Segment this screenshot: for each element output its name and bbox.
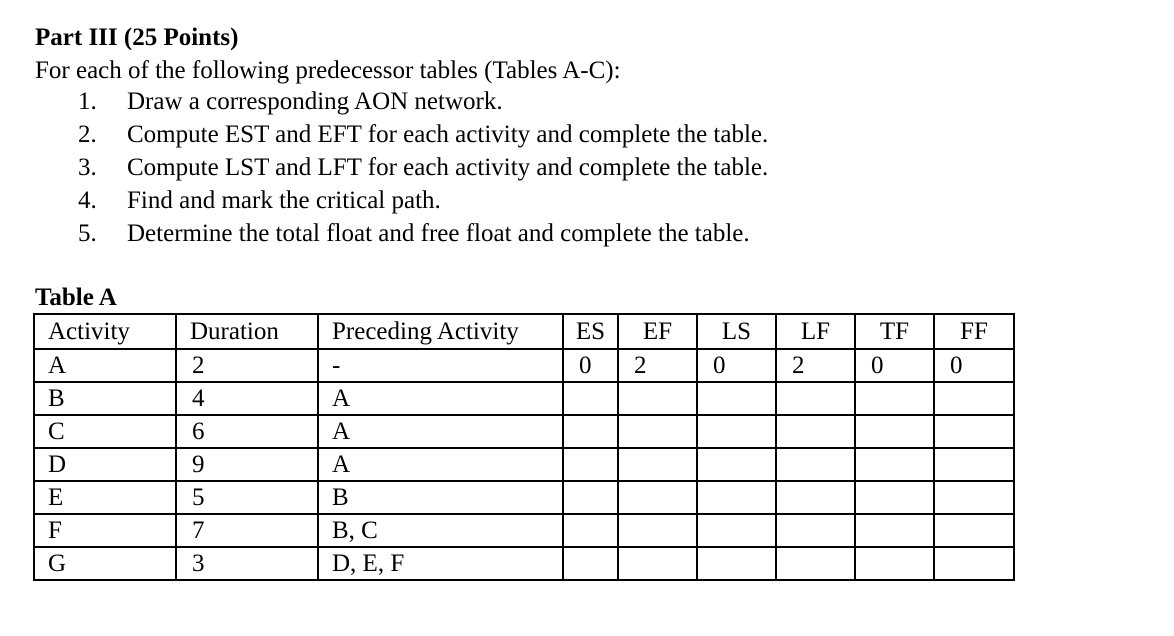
table-row bbox=[34, 382, 1014, 415]
cell-activity: B bbox=[34, 382, 176, 415]
header-duration: Duration bbox=[176, 314, 318, 349]
table-row bbox=[34, 481, 1014, 514]
cell-es[interactable] bbox=[563, 547, 618, 580]
header-tf: TF bbox=[855, 314, 934, 349]
header-ls: LS bbox=[697, 314, 776, 349]
cell-duration: 7 bbox=[176, 514, 318, 547]
cell-ff[interactable] bbox=[934, 547, 1014, 580]
cell-preceding-activity: A bbox=[318, 382, 563, 415]
cell-preceding-activity: B, C bbox=[318, 514, 563, 547]
predecessor-table bbox=[33, 313, 1015, 581]
cell-ff[interactable] bbox=[934, 415, 1014, 448]
table-row bbox=[34, 415, 1014, 448]
step-text: Compute EST and EFT for each activity and complete the table. bbox=[127, 121, 769, 148]
table-caption: Table A bbox=[35, 284, 117, 311]
cell-ef[interactable] bbox=[618, 415, 697, 448]
cell-lf[interactable] bbox=[776, 481, 855, 514]
cell-ff[interactable] bbox=[934, 514, 1014, 547]
cell-ls[interactable] bbox=[697, 415, 776, 448]
cell-es[interactable]: 0 bbox=[563, 349, 618, 382]
cell-tf[interactable] bbox=[855, 481, 934, 514]
step-number: 5. bbox=[78, 220, 97, 247]
step-number: 2. bbox=[78, 121, 97, 148]
header-lf: LF bbox=[776, 314, 855, 349]
cell-tf[interactable] bbox=[855, 382, 934, 415]
cell-lf[interactable]: 2 bbox=[776, 349, 855, 382]
cell-preceding-activity: B bbox=[318, 481, 563, 514]
cell-ef[interactable] bbox=[618, 448, 697, 481]
table-row bbox=[34, 514, 1014, 547]
cell-ef[interactable] bbox=[618, 514, 697, 547]
cell-activity: A bbox=[34, 349, 176, 382]
cell-es[interactable] bbox=[563, 514, 618, 547]
part-title: Part III (25 Points) bbox=[35, 24, 239, 51]
cell-preceding-activity: A bbox=[318, 415, 563, 448]
table-row bbox=[34, 349, 1014, 382]
header-preceding-activity: Preceding Activity bbox=[318, 314, 563, 349]
cell-lf[interactable] bbox=[776, 382, 855, 415]
cell-ef[interactable] bbox=[618, 382, 697, 415]
cell-activity: E bbox=[34, 481, 176, 514]
cell-activity: F bbox=[34, 514, 176, 547]
cell-ls[interactable] bbox=[697, 382, 776, 415]
cell-ls[interactable] bbox=[697, 547, 776, 580]
cell-activity: G bbox=[34, 547, 176, 580]
step-number: 1. bbox=[78, 88, 97, 115]
step-text: Compute LST and LFT for each activity and complete the table. bbox=[127, 154, 769, 181]
table-row bbox=[34, 547, 1014, 580]
cell-tf[interactable] bbox=[855, 415, 934, 448]
cell-ef[interactable] bbox=[618, 547, 697, 580]
cell-ls[interactable] bbox=[697, 448, 776, 481]
cell-ef[interactable] bbox=[618, 481, 697, 514]
step-text: Find and mark the critical path. bbox=[127, 187, 441, 214]
cell-es[interactable] bbox=[563, 481, 618, 514]
instructions-intro: For each of the following predecessor tables (Tables A-C): bbox=[35, 57, 621, 84]
cell-preceding-activity: A bbox=[318, 448, 563, 481]
step-text: Determine the total float and free float and complete the table. bbox=[127, 220, 750, 247]
cell-duration: 5 bbox=[176, 481, 318, 514]
cell-tf[interactable] bbox=[855, 448, 934, 481]
cell-duration: 3 bbox=[176, 547, 318, 580]
cell-ls[interactable] bbox=[697, 514, 776, 547]
cell-ls[interactable] bbox=[697, 481, 776, 514]
cell-tf[interactable]: 0 bbox=[855, 349, 934, 382]
cell-ff[interactable] bbox=[934, 448, 1014, 481]
table-header-row bbox=[34, 314, 1014, 349]
cell-lf[interactable] bbox=[776, 514, 855, 547]
step-number: 4. bbox=[78, 187, 97, 214]
cell-tf[interactable] bbox=[855, 547, 934, 580]
cell-ff[interactable] bbox=[934, 382, 1014, 415]
cell-lf[interactable] bbox=[776, 415, 855, 448]
cell-tf[interactable] bbox=[855, 514, 934, 547]
cell-lf[interactable] bbox=[776, 448, 855, 481]
header-ef: EF bbox=[618, 314, 697, 349]
cell-es[interactable] bbox=[563, 415, 618, 448]
cell-es[interactable] bbox=[563, 382, 618, 415]
cell-ef[interactable]: 2 bbox=[618, 349, 697, 382]
header-activity: Activity bbox=[34, 314, 176, 349]
cell-duration: 9 bbox=[176, 448, 318, 481]
table-row bbox=[34, 448, 1014, 481]
cell-preceding-activity: D, E, F bbox=[318, 547, 563, 580]
cell-ls[interactable]: 0 bbox=[697, 349, 776, 382]
cell-activity: C bbox=[34, 415, 176, 448]
table-body bbox=[34, 349, 1014, 580]
cell-preceding-activity: - bbox=[318, 349, 563, 382]
step-text: Draw a corresponding AON network. bbox=[127, 88, 503, 115]
cell-ff[interactable]: 0 bbox=[934, 349, 1014, 382]
cell-ff[interactable] bbox=[934, 481, 1014, 514]
cell-duration: 6 bbox=[176, 415, 318, 448]
cell-activity: D bbox=[34, 448, 176, 481]
header-ff: FF bbox=[934, 314, 1014, 349]
header-es: ES bbox=[563, 314, 618, 349]
cell-duration: 2 bbox=[176, 349, 318, 382]
step-number: 3. bbox=[78, 154, 97, 181]
cell-es[interactable] bbox=[563, 448, 618, 481]
cell-lf[interactable] bbox=[776, 547, 855, 580]
cell-duration: 4 bbox=[176, 382, 318, 415]
